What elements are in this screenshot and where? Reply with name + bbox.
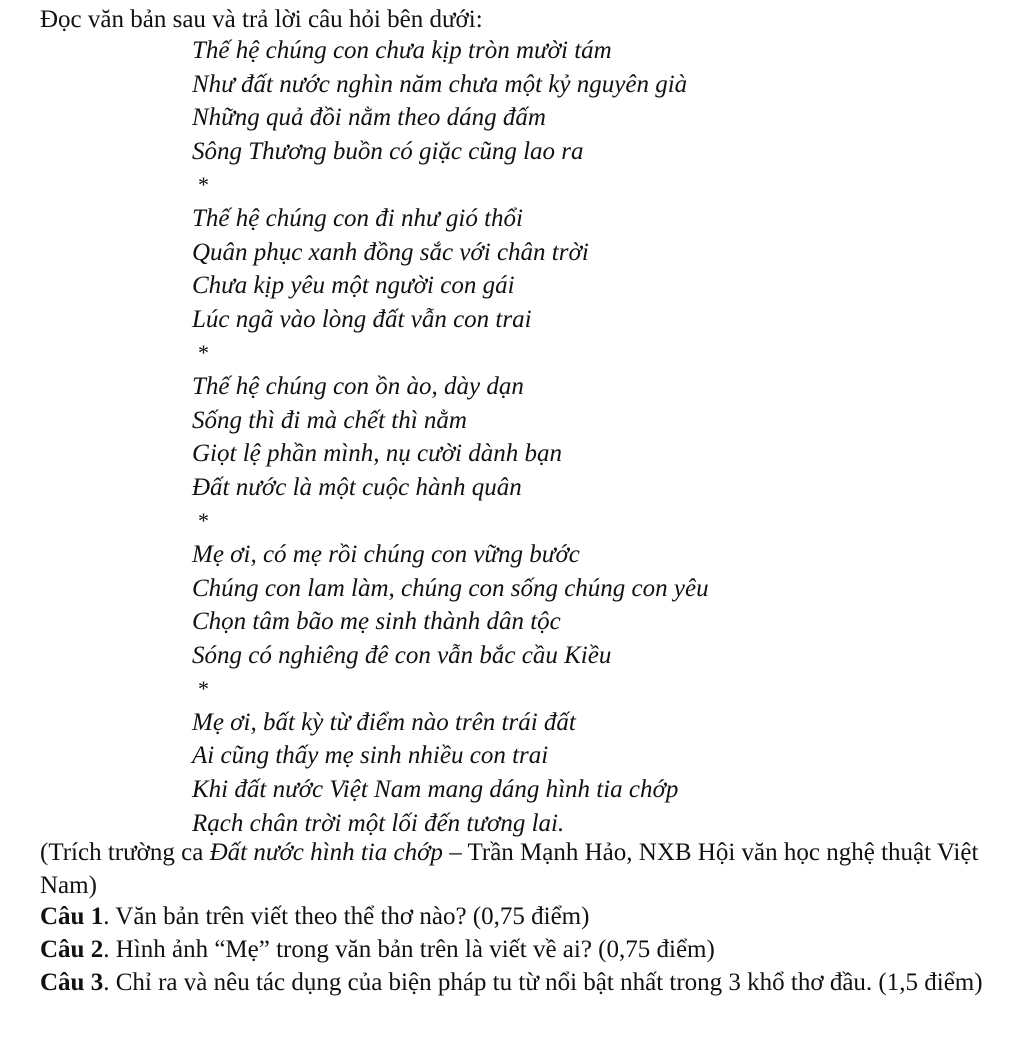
poem-line: Mẹ ơi, bất kỳ từ điểm nào trên trái đất (192, 708, 576, 736)
poem-stanza-1 (192, 34, 992, 168)
question-1 (40, 900, 1015, 933)
poem-line: Thế hệ chúng con chưa kịp tròn mười tám (192, 37, 612, 64)
question-3 (40, 966, 1015, 999)
poem-line: Chọn tâm bão mẹ sinh thành dân tộc (192, 608, 561, 636)
poem-line: Sông Thương buồn có giặc cũng lao ra (192, 137, 584, 165)
poem-line: Sóng có nghiêng đê con vẫn bắc cầu Kiều (192, 641, 612, 669)
poem-stanza-3 (192, 370, 992, 504)
question-text: . Hình ảnh “Mẹ” trong văn bản trên là viết về ai? (0,75 điểm) (103, 936, 715, 963)
poem-line: Rạch chân trời một lối đến tương lai. (192, 809, 565, 837)
question-text: . Văn bản trên viết theo thể thơ nào? (0,75 điểm) (103, 903, 590, 930)
poem-line: Mẹ ơi, có mẹ rồi chúng con vững bước (192, 540, 580, 568)
instruction-text: Đọc văn bản sau và trả lời câu hỏi bên dưới: (40, 6, 483, 33)
source-prefix: (Trích trường ca (40, 839, 210, 866)
question-label: Câu 2 (40, 936, 104, 963)
source-title: Đất nước hình tia chớp (209, 839, 443, 866)
poem-line: Lúc ngã vào lòng đất vẫn con trai (192, 305, 532, 333)
poem-line: Khi đất nước Việt Nam mang dáng hình tia chớp (192, 776, 679, 804)
poem-stanza-2 (192, 202, 992, 336)
question-label: Câu 1 (40, 903, 104, 930)
question-label: Câu 3 (40, 969, 104, 996)
poem-line: Thế hệ chúng con đi như gió thổi (192, 204, 523, 232)
poem-line: Thế hệ chúng con ồn ào, dày dạn (192, 372, 524, 400)
source-citation (40, 836, 1000, 902)
source-suffix: – Trần Mạnh Hảo, NXB Hội văn học nghệ thuật Việt Nam) (40, 839, 979, 899)
stanza-separator: * (198, 340, 209, 366)
poem-line: Như đất nước nghìn năm chưa một kỷ nguyên già (192, 70, 688, 98)
question-2 (40, 933, 1015, 966)
poem-line: Đất nước là một cuộc hành quân (192, 473, 522, 501)
stanza-separator: * (198, 676, 209, 702)
question-list (40, 900, 1015, 999)
stanza-separator: * (198, 172, 209, 198)
poem-line: Giọt lệ phần mình, nụ cười dành bạn (192, 440, 563, 468)
poem-line: Ai cũng thấy mẹ sinh nhiều con trai (192, 742, 549, 770)
poem-line: Sống thì đi mà chết thì nằm (192, 406, 467, 434)
poem-line: Quân phục xanh đồng sắc với chân trời (192, 238, 589, 266)
poem-line: Chưa kịp yêu một người con gái (192, 272, 515, 300)
poem-line: Những quả đồi nằm theo dáng đấm (192, 104, 546, 132)
poem-stanza-5 (192, 706, 992, 840)
poem-stanza-4 (192, 538, 992, 672)
poem-line: Chúng con lam làm, chúng con sống chúng con yêu (192, 574, 709, 602)
question-text: . Chỉ ra và nêu tác dụng của biện pháp tu từ nổi bật nhất trong 3 khổ thơ đầu. (1,5 điểm) (103, 969, 983, 996)
stanza-separator: * (198, 508, 209, 534)
poem (192, 34, 992, 840)
